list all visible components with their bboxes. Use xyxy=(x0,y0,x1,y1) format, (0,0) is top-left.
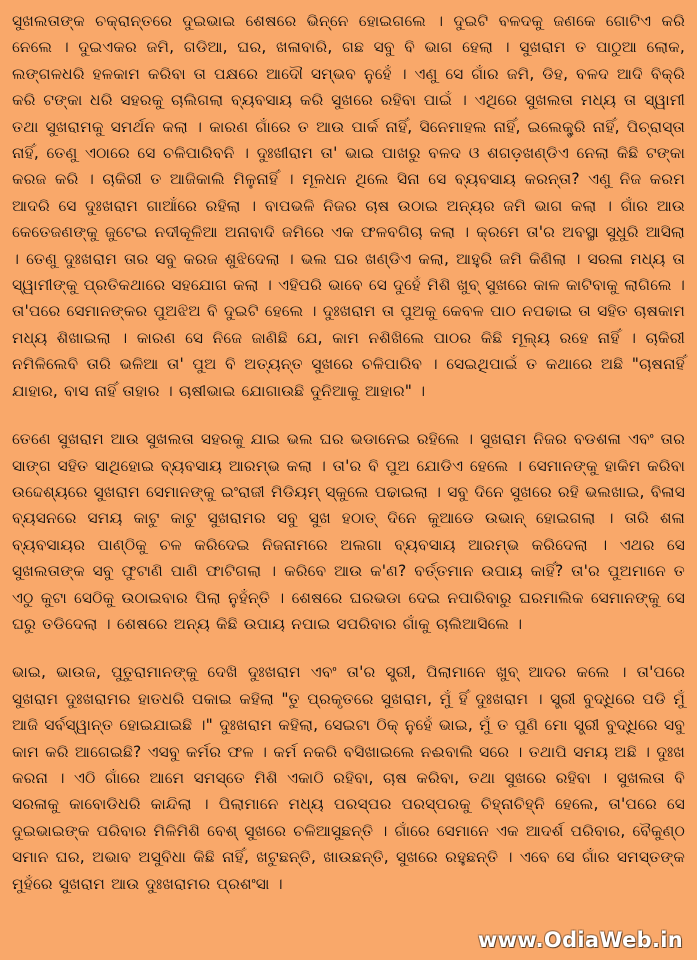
site-watermark: www.OdiaWeb.in xyxy=(477,928,683,952)
story-paragraph-2: ତେଣେ ସୁଖରାମ ଆଉ ସୁଖଲତା ସହରକୁ ଯାଇ ଭଲ ଘର ଭଡାନେଇ ରହିଲେ । ସୁଖରାମ ନିଜର ବଡଶଳା ଏବଂ ତାର ସାଙ୍ଗ ସହିତ ସାଥିହୋଇ ବ୍ୟବସାୟ ଆରମ୍ଭ କଲା । ତା'ର ବି ପୁଅ ଯୋଡିଏ ହେଲେ । ସେମାନଙ୍କୁ ହାକିମ କରିବା ଉଦ୍ଦେଶ୍ୟରେ ସୁଖରାମ ସେମାନଙ୍କୁ ଇଂରାଜୀ ମିଡିୟମ୍ ସ୍କୁଲେ ପଢାଇଲା । ସବୁ ଦିନେ ସୁଖରେ ରହି ଭଲଖାଇ, ବିଳାସ ବ୍ୟସନରେ ସମୟ କାଟୁ କାଟୁ ସୁଖରାମର ସବୁ ସୁଖ ହଠାତ୍ ଦିନେ କୁଆଡେ ଉଭାନ୍ ହୋଇଗଲା । ତାରି ଶଳା ବ୍ୟବସାୟର ପାଣ୍ଠିକୁ ଚଳ କରିଦେଇ ନିଜନାମରେ ଅଲଗା ବ୍ୟବସାୟ ଆରମ୍ଭ କରିଦେଲା । ଏଥର ସେ ସୁଖଲତାଙ୍କ ସବୁ ଫୁଟାଣି ପାଣି ଫାଟିଗଲା । କରିବେ ଆଉ କ'ଣ? ବର୍ତ୍ତମାନ ଉପାୟ କାହିଁ? ତା'ର ପୁଅମାନେ ତ ଏଠୁ କୁଟା ସେଠିକୁ ଉଠାଇବାର ପିଲା ନୁହଁନ୍ତି । ଶେଷରେ ଘରଭଡା ଦେଇ ନପାରିବାରୁ ଘରମାଲିକ ସେମାନଙ୍କୁ ସେ ଘରୁ ତଡିଦେଲା । ଶେଷରେ ଅନ୍ୟ କିଛି ଉପାୟ ନପାଇ ସପରିବାର ଗାଁକୁ ଚାଲିଆସିଲେ । xyxy=(12,430,685,633)
story-paragraph-3: ଭାଇ, ଭାଉଜ, ପୁତୁରାମାନଙ୍କୁ ଦେଖି ଦୁଃଖରାମ ଏବଂ ତା'ର ସ୍ତ୍ରୀ, ପିଲାମାନେ ଖୁବ୍ ଆଦର କଲେ । ତା'ପରେ ସୁଖରାମ ଦୁଃଖରାମର ହାତଧରି ପକାଇ କହିଲା "ତୁ ପ୍ରକୃତରେ ସୁଖରାମ, ମୁଁ ହିଁ ଦୁଃଖରାମ । ସ୍ତ୍ରୀ ବୁଦ୍ଧିରେ ପଡି ମୁଁ ଆଜି ସର୍ବସ୍ୱାନ୍ତ ହୋଇଯାଇଛି ।" ଦୁଃଖରାମ କହିଲା, ସେଇଟା ଠିକ୍ ନୁହେଁ ଭାଇ, ମୁଁ ତ ପୁଣି ମୋ ସ୍ତ୍ରୀ ବୁଦ୍ଧିରେ ସବୁ କାମ କରି ଆଗେଇଛି? ଏସବୁ କର୍ମର ଫଳ । କର୍ମ ନକରି ବସିଖାଇଲେ ନଈବାଲି ସରେ । ତଥାପି ସମୟ ଅଛି । ଦୁଃଖ କରନା । ଏଠି ଗାଁରେ ଆମେ ସମସ୍ତେ ମିଶି ଏକାଠି ରହିବା, ଚାଷ କରିବା, ତଥା ସୁଖରେ ରହିବା । ସୁଖଲତା ବି ସରଳାକୁ କାବୋଡିଧରି କାନ୍ଦିଲା । ପିଲାମାନେ ମଧ୍ୟ ପରସ୍ପର ପରସ୍ପରକୁ ଚିହ୍ନାଚିହ୍ନି ହେଲେ, ତା'ପରେ ସେ ଦୁଇଭାଇଙ୍କ ପରିବାର ମିଳିମିଶି ବେଶ୍ ସୁଖରେ ଚଳିଆସୁଛନ୍ତି । ଗାଁରେ ସେମାନେ ଏକ ଆଦର୍ଶ ପରିବାର, ବୈକୁଣ୍ଠ ସମାନ ଘର, ଅଭାବ ଅସୁବିଧା କିଛି ନାହିଁ, ଖଟୁଛନ୍ତି, ଖାଉଛନ୍ତି, ସୁଖରେ ରହୁଛନ୍ତି । ଏବେ ସେ ଗାଁର ସମସ୍ତଙ୍କ ମୁହଁରେ ସୁଖରାମ ଆଉ ଦୁଃଖରାମର ପ୍ରଶଂସା । xyxy=(12,663,685,893)
story-paragraph-1: ସୁଖଲତାଙ୍କ ଚକ୍ରାନ୍ତରେ ଦୁଇଭାଇ ଶେଷରେ ଭିନ୍ନେ ହୋଇଗଲେ । ଦୁଇଟି ବଳଦକୁ ଜଣକେ ଗୋଟିଏ କରି ନେଲେ । ଦୁଇଏକର ଜମି, ଗଡିଆ, ଘର, ଖଳାବାରି, ଗଛ ସବୁ ବି ଭାଗ ହେଲା । ସୁଖରାମ ତ ପାଠୁଆ ଲୋକ, ଲଙ୍ଗଳଧରି ହଳକାମ କରିବା ତା ପକ୍ଷରେ ଆଦୌ ସମ୍ଭବ ନୁହେଁ । ଏଣୁ ସେ ଗାଁର ଜମି, ଡିହ, ବଳଦ ଆଦି ବିକ୍ରି କରି ଟଙ୍କା ଧରି ସହରକୁ ଚାଲିଗଲା ବ୍ୟବସାୟ କରି ସୁଖରେ ରହିବା ପାଇଁ । ଏଥିରେ ସୁଖଲତା ମଧ୍ୟ ତା ସ୍ୱାମୀ ତଥା ସୁଖରାମକୁ ସମର୍ଥନ କଲା । କାରଣ ଗାଁରେ ତ ଆଉ ପାର୍କ ନାହିଁ, ସିନେମାହଲ ନାହିଁ, ଇଲେକ୍ଟ୍ରି ନାହିଁ, ପିଚ୍‌ରାସ୍ତା ନାହିଁ, ତେଣୁ ଏଠାରେ ସେ ଚଳିପାରିବନି । ଦୁଃଖୀରାମ ତା' ଭାଇ ପାଖରୁ ବଳଦ ଓ ଶଗଡ଼ଖଣ୍ଡିଏ ନେଲା କିଛି ଟଙ୍କା କରଜ କରି । ଚାକିରୀ ତ ଆଜିକାଲି ମିଳୁନାହିଁ । ମୂଳଧନ ଥିଲେ ସିନା ସେ ବ୍ୟବସାୟ କରନ୍ତା? ଏଣୁ ନିଜ କରମ ଆଦରି ସେ ଦୁଃଖରାମ ଗାଆଁରେ ରହିଲା । ବାପଭଳି ନିଜର ଚାଷ ଉଠାଇ ଅନ୍ୟର ଜମି ଭାଗ କଲା । ଗାଁର ଆଉ କେତେଜଣଙ୍କୁ ଜୁଟେଇ ନଦୀକୂଳିଆ ଅନାବାଦି ଜମିରେ ଏକ ଫଳବଗିଚା କଲା । କ୍ରମେ ତା'ର ଅବସ୍ଥା ସୁଧୁରି ଆସିଲା । ତେଣୁ ଦୁଃଖରାମ ତାର ସବୁ କରଜ ଶୁଝିଦେଲା । ଭଲ ଘର ଖଣ୍ଡିଏ କଲା, ଆହୁରି ଜମି କିଣିଲା । ସରଳା ମଧ୍ୟ ତା ସ୍ୱାମୀଙ୍କୁ ପ୍ରତିକଥାରେ ସହଯୋଗ କଲା । ଏହିପରି ଭାବେ ସେ ଦୁହେଁ ମିଶି ଖୁବ୍ ସୁଖରେ କାଳ କାଟିବାକୁ ଲାଗିଲେ । ତା'ପରେ ସେମାନଙ୍କର ପୁଅଝିଅ ବି ଦୁଇଟି ହେଲେ । ଦୁଃଖରାମ ତା ପୁଅକୁ କେବଳ ପାଠ ନପଢାଇ ତା ସହିତ ଚାଷକାମ ମଧ୍ୟ ଶିଖାଇଲା । କାରଣ ସେ ନିଜେ ଜାଣିଛି ଯେ, କାମ ନଶିଖିଲେ ପାଠର କିଛି ମୂଲ୍ୟ ରହେ ନାହିଁ । ଚାକିରୀ ନମିଳିଲେବି ତାରି ଭଳିଆ ତା' ପୁଅ ବି ଅତ୍ୟନ୍ତ ସୁଖରେ ଚଳିପାରିବ । ସେଇଥିପାଇଁ ତ କଥାରେ ଅଛି "ଚାଷନାହିଁ ଯାହାର, ବାସ ନାହିଁ ତାହାର । ଚାଷୀଭାଇ ଯୋଗାଉଛି ଦୁନିଆକୁ ଆହାର" । xyxy=(12,12,685,400)
